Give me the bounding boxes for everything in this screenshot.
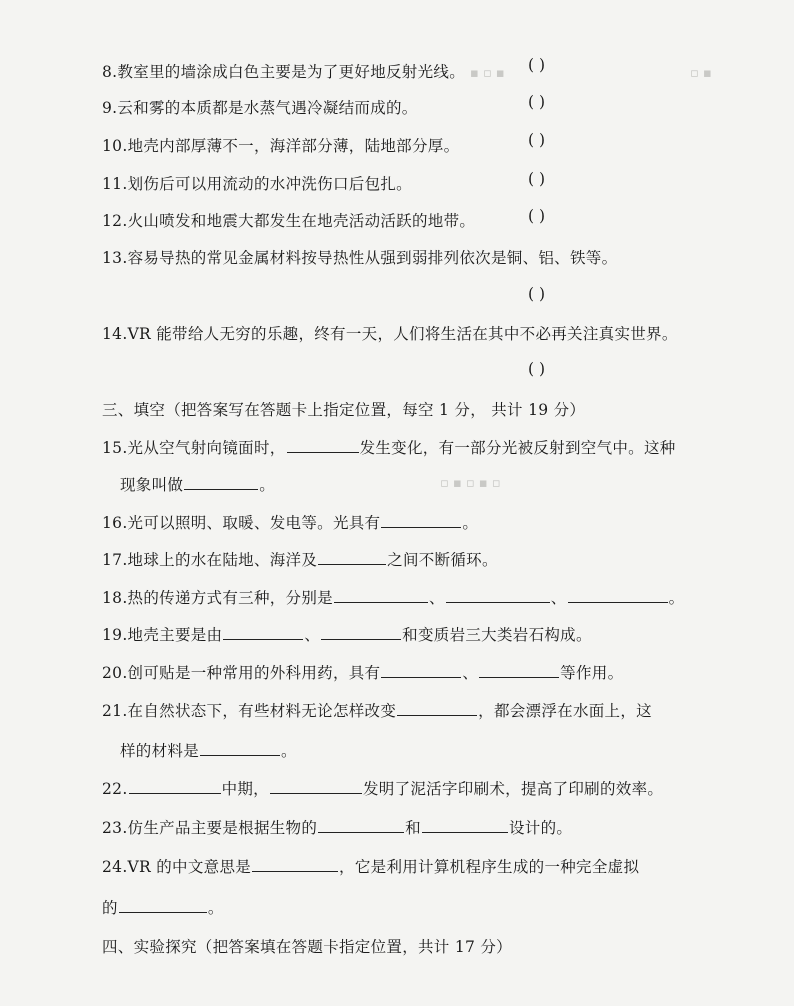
answer-blank[interactable]	[223, 625, 303, 640]
question-24-cont: 的 。	[102, 899, 224, 917]
answer-blank[interactable]	[129, 779, 221, 794]
answer-blank[interactable]	[381, 513, 461, 528]
answer-blank[interactable]	[397, 701, 477, 716]
bleed-through-mark: ▫ ▪	[690, 66, 712, 81]
answer-blank[interactable]	[270, 779, 362, 794]
question-11: 11.划伤后可以用流动的水冲洗伤口后包扎。	[102, 175, 412, 193]
question-15-cont: 现象叫做 。	[120, 476, 276, 494]
question-21-cont: 样的材料是 。	[120, 742, 297, 760]
bleed-through-mark: ▫ ▪ ▫ ▪ ▫	[440, 476, 501, 491]
question-9: 9.云和雾的本质都是水蒸气遇冷凝结而成的。	[102, 99, 418, 117]
answer-blank[interactable]	[381, 663, 461, 678]
question-21: 21.在自然状态下，有些材料无论怎样改变 ，都会漂浮在水面上，这	[102, 702, 652, 720]
answer-blank[interactable]	[184, 475, 258, 490]
section-3-heading: 三、填空（把答案写在答题卡上指定位置，每空 1 分， 共计 19 分）	[102, 401, 586, 419]
answer-blank[interactable]	[119, 898, 207, 913]
answer-paren-12[interactable]: ( )	[528, 207, 546, 225]
answer-blank[interactable]	[318, 550, 386, 565]
answer-blank[interactable]	[318, 818, 404, 833]
question-12: 12.火山喷发和地震大都发生在地壳活动活跃的地带。	[102, 212, 476, 230]
question-14: 14.VR 能带给人无穷的乐趣，终有一天，人们将生活在其中不必再关注真实世界。	[102, 325, 678, 343]
answer-blank[interactable]	[252, 857, 338, 872]
answer-blank[interactable]	[422, 818, 508, 833]
question-18: 18.热的传递方式有三种，分别是 、 、 。	[102, 589, 685, 607]
answer-paren-10[interactable]: ( )	[528, 131, 546, 149]
question-24: 24.VR 的中文意思是 ，它是利用计算机程序生成的一种完全虚拟	[102, 858, 640, 876]
answer-paren-8[interactable]: ( )	[528, 56, 546, 74]
answer-blank[interactable]	[287, 438, 359, 453]
answer-blank[interactable]	[321, 625, 401, 640]
question-10: 10.地壳内部厚薄不一，海洋部分薄，陆地部分厚。	[102, 137, 460, 155]
question-16: 16.光可以照明、取暖、发电等。光具有 。	[102, 514, 479, 532]
answer-blank[interactable]	[479, 663, 559, 678]
bleed-through-mark: ▪ ▫ ▪	[470, 66, 505, 81]
answer-paren-11[interactable]: ( )	[528, 170, 546, 188]
section-4-heading: 四、实验探究（把答案填在答题卡指定位置，共计 17 分）	[102, 938, 512, 956]
answer-paren-9[interactable]: ( )	[528, 93, 546, 111]
answer-blank[interactable]	[446, 588, 550, 603]
answer-blank[interactable]	[200, 741, 280, 756]
question-22: 22. 中期， 发明了泥活字印刷术，提高了印刷的效率。	[102, 780, 664, 798]
answer-blank[interactable]	[568, 588, 668, 603]
question-19: 19.地壳主要是由 、 和变质岩三大类岩石构成。	[102, 626, 592, 644]
answer-blank[interactable]	[334, 588, 428, 603]
question-17: 17.地球上的水在陆地、海洋及 之间不断循环。	[102, 551, 498, 569]
question-15: 15.光从空气射向镜面时， 发生变化，有一部分光被反射到空气中。这种	[102, 439, 676, 457]
question-8: 8.教室里的墙涂成白色主要是为了更好地反射光线。	[102, 63, 465, 81]
answer-paren-13[interactable]: ( )	[528, 285, 546, 303]
question-20: 20.创可贴是一种常用的外科用药，具有 、 等作用。	[102, 664, 624, 682]
question-13: 13.容易导热的常见金属材料按导热性从强到弱排列依次是铜、铝、铁等。	[102, 249, 618, 267]
answer-paren-14[interactable]: ( )	[528, 360, 546, 378]
question-23: 23.仿生产品主要是根据生物的 和 设计的。	[102, 819, 573, 837]
